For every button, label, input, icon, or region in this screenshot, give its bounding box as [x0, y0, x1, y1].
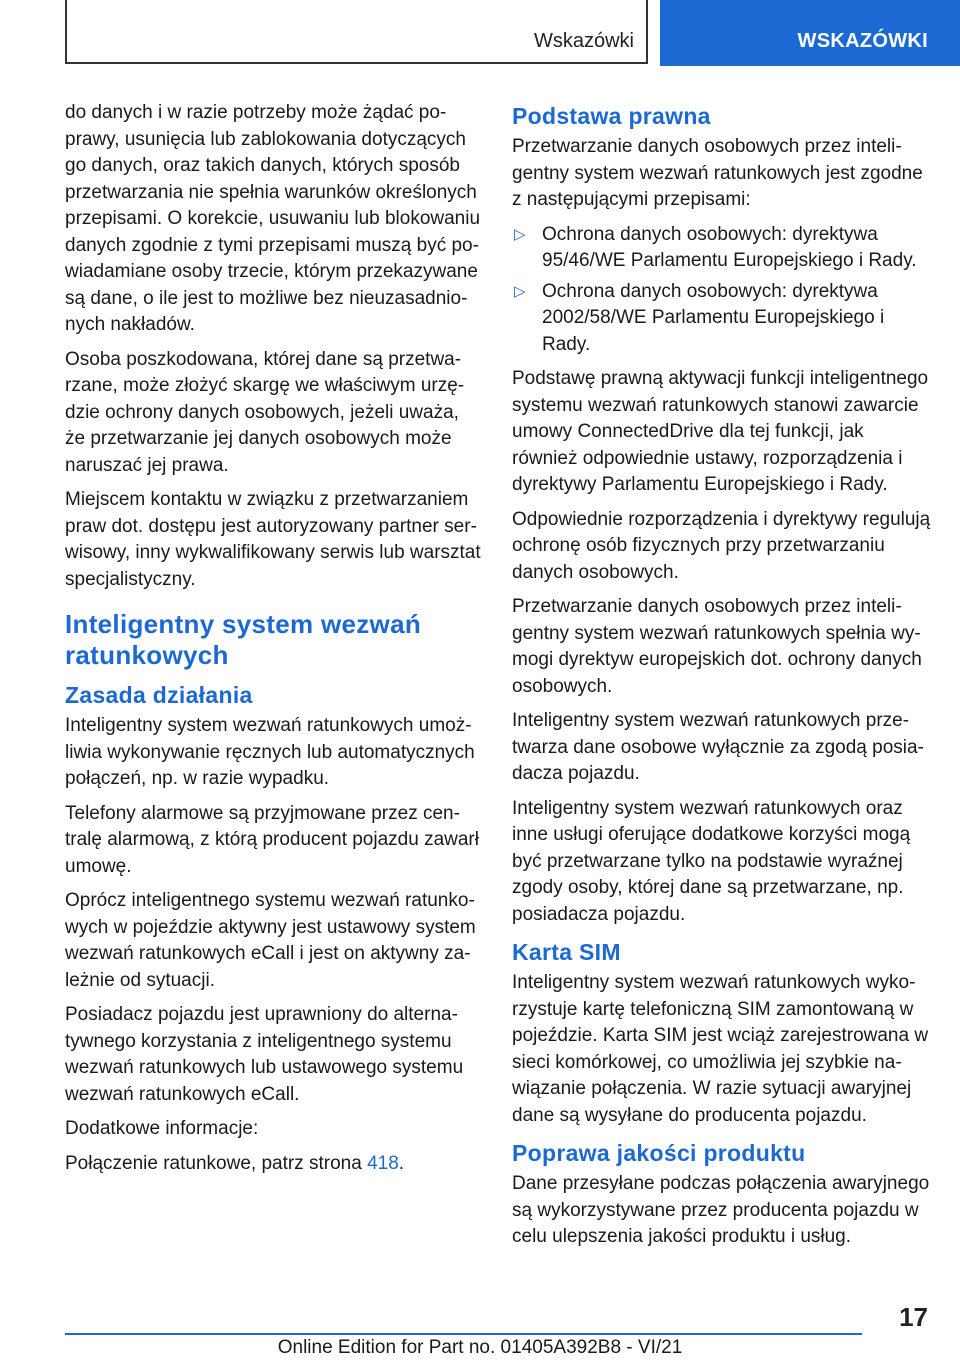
paragraph: Posiadacz pojazdu jest uprawniony do alternatywnego korzystania z inteligentnego systemu wezwań ratunkowych lub ustawowego systemu wezwań ratunkowych eCall.	[65, 1004, 464, 1105]
paragraph: Dodatkowe informacje:	[65, 1118, 259, 1139]
triangle-bullet-icon: ▷	[514, 225, 526, 243]
paragraph: Oprócz inteligentnego systemu wezwań ratunkowych w pojeździe aktywny jest ustawowy system wezwań ratunkowych eCall i jest on aktywny zależnie od sytuacji.	[65, 890, 476, 991]
subsection-heading: Podstawa prawna	[512, 103, 711, 129]
paragraph-text: Połączenie ratunkowe, patrz strona	[65, 1152, 368, 1174]
page-reference-link[interactable]: 418	[367, 1152, 399, 1174]
paragraph-end: .	[398, 1152, 405, 1174]
subsection-heading: Zasada działania	[65, 682, 253, 708]
paragraph: Inteligentny system wezwań ratunkowych oraz inne usługi oferujące dodatkowe korzyści mogą być przetwarzane tylko na podstawie wyraźnej zgody osoby, której dane są przetwarzane, np. posiadacza pojazdu.	[512, 797, 911, 925]
subsection-heading: Poprawa jakości produktu	[512, 1140, 806, 1166]
footer-divider	[65, 1333, 862, 1335]
paragraph: Odpowiednie rozporządzenia i dyrektywy regulują ochronę osób fizycznych przy przetwarzaniu danych osobowych.	[512, 508, 931, 583]
list-item	[512, 222, 932, 275]
paragraph: Podstawę prawną aktywacji funkcji inteligentnego systemu wezwań ratunkowych stanowi zawarcie umowy ConnectedDrive dla tej funkcji, jak również odpowiednie ustawy, rozporządzenia i dyrektywy Parlamentu Europejskiego i Rady.	[512, 368, 929, 495]
header-tab-label: WSKAZÓWKI	[797, 30, 928, 52]
header-tab	[660, 0, 960, 66]
paragraph: Inteligentny system wezwań ratunkowych przetwarza dane osobowe wyłącznie za zgodą posiadacza pojazdu.	[512, 710, 924, 784]
list-item-text: Ochrona danych osobowych: dyrektywa 2002/58/WE Parlamentu Europejskiego i Rady.	[542, 280, 885, 355]
footer-edition: Online Edition for Part no. 01405A392B8 - VI/21	[277, 1337, 683, 1358]
list-item-text: Ochrona danych osobowych: dyrektywa 95/46/WE Parlamentu Europejskiego i Rady.	[542, 223, 917, 271]
bullet-list	[512, 222, 932, 359]
header-section-title: Wskazówki	[533, 30, 634, 52]
paragraph: Osoba poszkodowana, której dane są przetwarzane, może złożyć skargę we właściwym urzędzie ochrony danych osobowych, jeżeli uważa, że przetwarzanie jej danych osobowych może naruszać jej prawa.	[65, 348, 465, 476]
paragraph: Miejscem kontaktu w związku z przetwarzaniem praw dot. dostępu jest autoryzowany partner serwisowy, inny wykwalifikowany serwis lub warsztat specjalistyczny.	[65, 489, 481, 590]
paragraph: Przetwarzanie danych osobowych przez inteligentny system wezwań ratunkowych jest zgodne z następującymi przepisami:	[512, 136, 923, 210]
triangle-bullet-icon: ▷	[514, 282, 526, 300]
left-column	[65, 100, 483, 1185]
right-column	[512, 100, 932, 1259]
paragraph: Telefony alarmowe są przyjmowane przez centralę alarmową, z którą producent pojazdu zawarł umowę.	[65, 802, 479, 877]
page-number: 17	[899, 1302, 928, 1332]
paragraph: Inteligentny system wezwań ratunkowych umożliwia wykonywanie ręcznych lub automatycznych połączeń, np. w razie wypadku.	[65, 715, 475, 789]
paragraph: Inteligentny system wezwań ratunkowych wykorzystuje kartę telefoniczną SIM zamontowaną w pojeździe. Karta SIM jest wciąż zarejestrowana w sieci komórkowej, co umożliwia jej szybkie nawiązanie połączenia. W razie sytuacji awaryjnej dane są wysyłane do producenta pojazdu.	[512, 972, 929, 1126]
paragraph: Dane przesyłane podczas połączenia awaryjnego są wykorzystywane przez producenta pojazdu w celu ulepszenia jakości produktu i usług.	[512, 1173, 930, 1247]
section-heading: Inteligentny system wezwań ratunkowych	[65, 609, 422, 670]
paragraph-with-link	[65, 1151, 483, 1178]
paragraph: Przetwarzanie danych osobowych przez inteligentny system wezwań ratunkowych spełnia wymogi dyrektyw europejskich dot. ochrony danych osobowych.	[512, 596, 922, 697]
paragraph: do danych i w razie potrzeby może żądać poprawy, usunięcia lub zablokowania dotyczących go danych, oraz takich danych, których sposób przetwarzania nie spełnia warunków określonych przepisami. O korekcie, usuwaniu lub blokowaniu danych zgodnie z tymi przepisami muszą być powiadamiane osoby trzecie, którym przekazywane są dane, o ile jest to możliwe bez nieuzasadnionych nakładów.	[65, 102, 481, 335]
header-section-box	[65, 0, 648, 64]
list-item	[512, 279, 932, 359]
subsection-heading: Karta SIM	[512, 939, 621, 965]
